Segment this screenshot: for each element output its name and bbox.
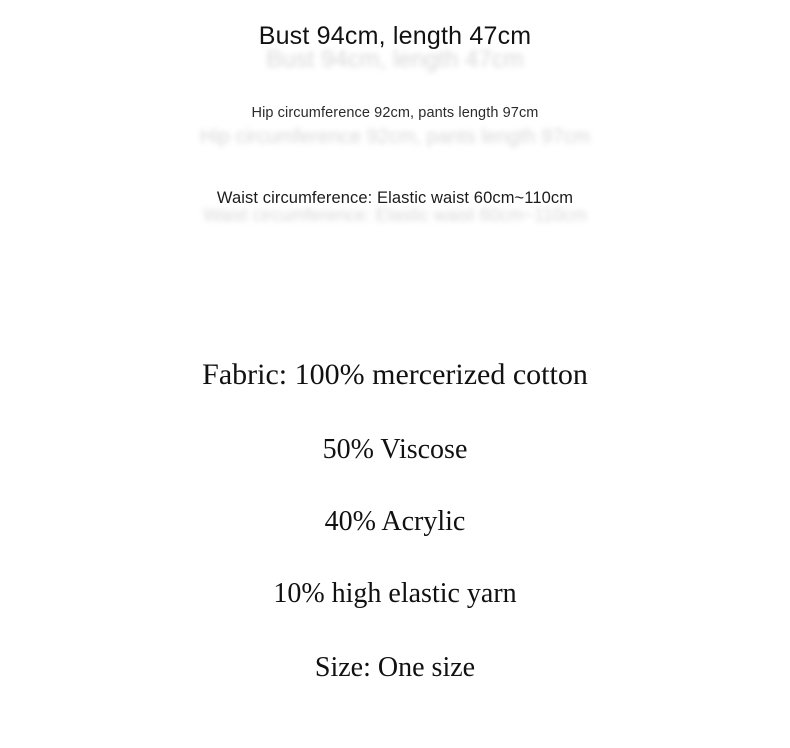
composition-acrylic: 40% Acrylic	[324, 506, 466, 537]
measurement-hip-pants-length: Hip circumference 92cm, pants length 97cm	[251, 105, 539, 121]
composition-viscose: 50% Viscose	[322, 434, 468, 465]
size-info: Size: One size	[314, 652, 476, 683]
ghost-text-hip: Hip circumference 92cm, pants length 97cm	[199, 126, 591, 148]
composition-elastic-yarn: 10% high elastic yarn	[273, 578, 517, 609]
ghost-text-waist: Waist circumference: Elastic waist 60cm~110cm	[203, 205, 587, 225]
measurement-waist: Waist circumference: Elastic waist 60cm~110cm	[216, 189, 574, 207]
ghost-text-bust: Bust 94cm, length 47cm	[266, 46, 524, 73]
fabric-material: Fabric: 100% mercerized cotton	[202, 358, 588, 391]
measurement-bust-length: Bust 94cm, length 47cm	[258, 22, 532, 50]
composition-section	[0, 340, 790, 684]
measurements-section	[0, 0, 790, 250]
